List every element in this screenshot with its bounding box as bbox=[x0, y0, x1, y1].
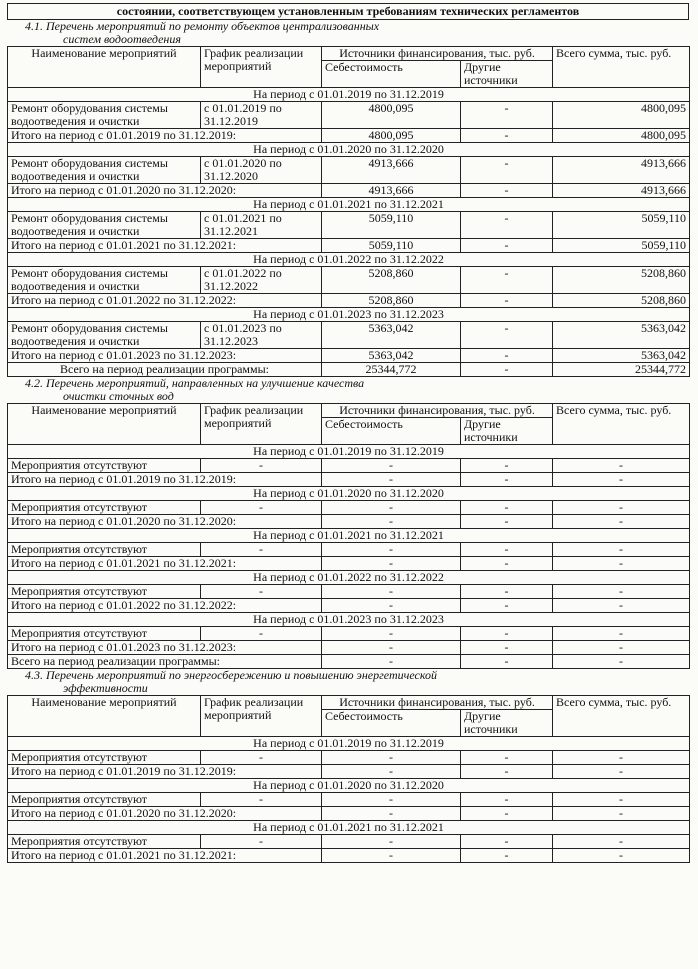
col-header-total: Всего сумма, тыс. руб. bbox=[553, 404, 690, 445]
period-row bbox=[8, 143, 690, 157]
measure-name: Мероприятия отсутствуют bbox=[8, 751, 201, 765]
period-row bbox=[8, 821, 690, 835]
measure-name: Ремонт оборудования системы водоотведения и очистки bbox=[8, 267, 201, 294]
subtotal-other: - bbox=[461, 294, 553, 308]
measure-cost: 4800,095 bbox=[322, 102, 461, 129]
subtotal-label: Итого на период с 01.01.2019 по 31.12.2019: bbox=[8, 765, 322, 779]
measure-total: - bbox=[553, 751, 690, 765]
subtotal-total: 4800,095 bbox=[553, 129, 690, 143]
subtotal-label: Итого на период с 01.01.2019 по 31.12.2019: bbox=[8, 129, 322, 143]
subtotal-cost: 5363,042 bbox=[322, 349, 461, 363]
measure-cost: - bbox=[322, 793, 461, 807]
measure-schedule: с 01.01.2023 по 31.12.2023 bbox=[201, 322, 322, 349]
subtotal-other: - bbox=[461, 849, 553, 863]
table-row bbox=[8, 543, 690, 557]
grand-total-total: - bbox=[553, 655, 690, 669]
measure-schedule: - bbox=[201, 835, 322, 849]
table-header-row bbox=[8, 696, 690, 710]
measure-schedule: - bbox=[201, 459, 322, 473]
measure-other: - bbox=[461, 835, 553, 849]
subtotal-total: - bbox=[553, 515, 690, 529]
measure-cost: 5363,042 bbox=[322, 322, 461, 349]
measure-schedule: - bbox=[201, 793, 322, 807]
period-row bbox=[8, 487, 690, 501]
measure-cost: 5059,110 bbox=[322, 212, 461, 239]
col-header-financing: Источники финансирования, тыс. руб. bbox=[322, 696, 553, 710]
measure-cost: - bbox=[322, 751, 461, 765]
period-row bbox=[8, 529, 690, 543]
measure-other: - bbox=[461, 459, 553, 473]
table-row bbox=[8, 835, 690, 849]
measure-cost: - bbox=[322, 585, 461, 599]
measure-other: - bbox=[461, 102, 553, 129]
subtotal-cost: - bbox=[322, 473, 461, 487]
subtotal-row bbox=[8, 807, 690, 821]
grand-total-cost: - bbox=[322, 655, 461, 669]
measure-total: - bbox=[553, 835, 690, 849]
subtotal-total: 5363,042 bbox=[553, 349, 690, 363]
measure-cost: - bbox=[322, 543, 461, 557]
measure-total: 4800,095 bbox=[553, 102, 690, 129]
section-4-2-caption-line1: 4.2. Перечень мероприятий, направленных на улучшение качества bbox=[25, 376, 365, 390]
col-header-financing: Источники финансирования, тыс. руб. bbox=[322, 47, 553, 61]
measure-other: - bbox=[461, 543, 553, 557]
subtotal-row bbox=[8, 557, 690, 571]
measure-other: - bbox=[461, 501, 553, 515]
measure-other: - bbox=[461, 585, 553, 599]
subtotal-row bbox=[8, 515, 690, 529]
period-row bbox=[8, 571, 690, 585]
subtotal-label: Итого на период с 01.01.2023 по 31.12.2023: bbox=[8, 349, 322, 363]
subtotal-row bbox=[8, 849, 690, 863]
measure-cost: - bbox=[322, 459, 461, 473]
subtotal-total: - bbox=[553, 557, 690, 571]
subtotal-label: Итого на период с 01.01.2021 по 31.12.2021: bbox=[8, 239, 322, 253]
table-row bbox=[8, 627, 690, 641]
period-label: На период с 01.01.2022 по 31.12.2022 bbox=[8, 253, 690, 267]
measure-other: - bbox=[461, 322, 553, 349]
measure-name: Ремонт оборудования системы водоотведения и очистки bbox=[8, 102, 201, 129]
period-row bbox=[8, 253, 690, 267]
table-row bbox=[8, 157, 690, 184]
section-4-1-caption-line1: 4.1. Перечень мероприятий по ремонту объектов централизованных bbox=[25, 19, 380, 33]
section-4-2-caption-line2: очистки сточных вод bbox=[63, 389, 174, 403]
period-label: На период с 01.01.2021 по 31.12.2021 bbox=[8, 198, 690, 212]
subtotal-label: Итого на период с 01.01.2020 по 31.12.2020: bbox=[8, 515, 322, 529]
period-label: На период с 01.01.2020 по 31.12.2020 bbox=[8, 487, 690, 501]
section-4-3-caption-line2: эффективности bbox=[63, 681, 148, 695]
measure-total: 4913,666 bbox=[553, 157, 690, 184]
measure-total: - bbox=[553, 459, 690, 473]
subtotal-row bbox=[8, 765, 690, 779]
subtotal-total: 5208,860 bbox=[553, 294, 690, 308]
measure-name: Мероприятия отсутствуют bbox=[8, 501, 201, 515]
subtotal-row bbox=[8, 129, 690, 143]
grand-total-row bbox=[8, 655, 690, 669]
subtotal-total: - bbox=[553, 849, 690, 863]
subtotal-cost: - bbox=[322, 765, 461, 779]
col-header-other: Другие источники bbox=[461, 418, 553, 445]
period-row bbox=[8, 308, 690, 322]
subtotal-total: - bbox=[553, 473, 690, 487]
section-4-1-caption-line2: систем водоотведения bbox=[63, 32, 181, 46]
measure-cost: 4913,666 bbox=[322, 157, 461, 184]
period-label: На период с 01.01.2022 по 31.12.2022 bbox=[8, 571, 690, 585]
period-label: На период с 01.01.2020 по 31.12.2020 bbox=[8, 779, 690, 793]
measure-name: Мероприятия отсутствуют bbox=[8, 793, 201, 807]
measure-other: - bbox=[461, 751, 553, 765]
measure-schedule: - bbox=[201, 501, 322, 515]
period-row bbox=[8, 198, 690, 212]
col-header-schedule: График реализации мероприятий bbox=[201, 696, 322, 737]
subtotal-other: - bbox=[461, 239, 553, 253]
subtotal-cost: 5208,860 bbox=[322, 294, 461, 308]
table-header-row bbox=[8, 404, 690, 418]
subtotal-label: Итого на период с 01.01.2021 по 31.12.2021: bbox=[8, 557, 322, 571]
period-label: На период с 01.01.2021 по 31.12.2021 bbox=[8, 529, 690, 543]
subtotal-other: - bbox=[461, 184, 553, 198]
measure-total: - bbox=[553, 501, 690, 515]
measure-total: 5208,860 bbox=[553, 267, 690, 294]
measure-schedule: с 01.01.2022 по 31.12.2022 bbox=[201, 267, 322, 294]
measure-total: 5363,042 bbox=[553, 322, 690, 349]
col-header-schedule: График реализации мероприятий bbox=[201, 47, 322, 88]
grand-total-other: - bbox=[461, 655, 553, 669]
measure-name: Мероприятия отсутствуют bbox=[8, 835, 201, 849]
subtotal-other: - bbox=[461, 515, 553, 529]
col-header-name: Наименование мероприятий bbox=[8, 47, 201, 88]
measure-total: - bbox=[553, 585, 690, 599]
table-row bbox=[8, 322, 690, 349]
grand-total-total: 25344,772 bbox=[553, 363, 690, 377]
subtotal-other: - bbox=[461, 349, 553, 363]
subtotal-other: - bbox=[461, 807, 553, 821]
subtotal-row bbox=[8, 473, 690, 487]
measure-name: Мероприятия отсутствуют bbox=[8, 543, 201, 557]
period-row bbox=[8, 88, 690, 102]
col-header-financing: Источники финансирования, тыс. руб. bbox=[322, 404, 553, 418]
subtotal-cost: 5059,110 bbox=[322, 239, 461, 253]
measure-other: - bbox=[461, 157, 553, 184]
measure-total: - bbox=[553, 793, 690, 807]
measure-name: Мероприятия отсутствуют bbox=[8, 585, 201, 599]
col-header-name: Наименование мероприятий bbox=[8, 696, 201, 737]
col-header-cost: Себестоимость bbox=[322, 710, 461, 737]
measure-name: Ремонт оборудования системы водоотведения и очистки bbox=[8, 157, 201, 184]
period-label: На период с 01.01.2023 по 31.12.2023 bbox=[8, 308, 690, 322]
subtotal-label: Итого на период с 01.01.2022 по 31.12.2022: bbox=[8, 294, 322, 308]
subtotal-total: 4913,666 bbox=[553, 184, 690, 198]
col-header-cost: Себестоимость bbox=[322, 61, 461, 88]
period-row bbox=[8, 737, 690, 751]
table-row bbox=[8, 212, 690, 239]
period-label: На период с 01.01.2021 по 31.12.2021 bbox=[8, 821, 690, 835]
subtotal-cost: - bbox=[322, 807, 461, 821]
subtotal-label: Итого на период с 01.01.2023 по 31.12.2023: bbox=[8, 641, 322, 655]
period-label: На период с 01.01.2019 по 31.12.2019 bbox=[8, 88, 690, 102]
grand-total-label: Всего на период реализации программы: bbox=[8, 655, 322, 669]
measure-schedule: с 01.01.2021 по 31.12.2021 bbox=[201, 212, 322, 239]
subtotal-other: - bbox=[461, 599, 553, 613]
table-row bbox=[8, 751, 690, 765]
measure-total: - bbox=[553, 543, 690, 557]
measure-cost: - bbox=[322, 501, 461, 515]
subtotal-label: Итого на период с 01.01.2022 по 31.12.2022: bbox=[8, 599, 322, 613]
col-header-total: Всего сумма, тыс. руб. bbox=[553, 696, 690, 737]
subtotal-total: - bbox=[553, 807, 690, 821]
table-row bbox=[8, 102, 690, 129]
document-page bbox=[3, 3, 693, 863]
measure-schedule: с 01.01.2020 по 31.12.2020 bbox=[201, 157, 322, 184]
subtotal-row bbox=[8, 294, 690, 308]
table-row bbox=[8, 267, 690, 294]
subtotal-other: - bbox=[461, 129, 553, 143]
period-row bbox=[8, 613, 690, 627]
subtotal-row bbox=[8, 641, 690, 655]
measure-total: 5059,110 bbox=[553, 212, 690, 239]
subtotal-cost: - bbox=[322, 849, 461, 863]
section-4-3-caption-line1: 4.3. Перечень мероприятий по энергосбережению и повышению энергетической bbox=[25, 668, 438, 682]
table-row bbox=[8, 459, 690, 473]
subtotal-total: - bbox=[553, 599, 690, 613]
col-header-schedule: График реализации мероприятий bbox=[201, 404, 322, 445]
grand-total-row bbox=[8, 363, 690, 377]
subtotal-cost: - bbox=[322, 515, 461, 529]
measure-schedule: - bbox=[201, 585, 322, 599]
measure-cost: 5208,860 bbox=[322, 267, 461, 294]
col-header-other: Другие источники bbox=[461, 710, 553, 737]
header-line: состоянии, соответствующем установленным требованиям технических регламентов bbox=[7, 3, 689, 20]
measure-schedule: - bbox=[201, 627, 322, 641]
subtotal-total: - bbox=[553, 641, 690, 655]
subtotal-row bbox=[8, 184, 690, 198]
subtotal-total: - bbox=[553, 765, 690, 779]
measure-schedule: с 01.01.2019 по 31.12.2019 bbox=[201, 102, 322, 129]
measure-schedule: - bbox=[201, 751, 322, 765]
measure-total: - bbox=[553, 627, 690, 641]
subtotal-row bbox=[8, 349, 690, 363]
subtotal-cost: - bbox=[322, 641, 461, 655]
measure-other: - bbox=[461, 267, 553, 294]
col-header-name: Наименование мероприятий bbox=[8, 404, 201, 445]
period-label: На период с 01.01.2020 по 31.12.2020 bbox=[8, 143, 690, 157]
subtotal-total: 5059,110 bbox=[553, 239, 690, 253]
subtotal-cost: 4913,666 bbox=[322, 184, 461, 198]
measure-cost: - bbox=[322, 627, 461, 641]
grand-total-cost: 25344,772 bbox=[322, 363, 461, 377]
subtotal-label: Итого на период с 01.01.2021 по 31.12.2021: bbox=[8, 849, 322, 863]
col-header-cost: Себестоимость bbox=[322, 418, 461, 445]
measure-other: - bbox=[461, 212, 553, 239]
section-4-2-table bbox=[7, 403, 690, 669]
table-row bbox=[8, 501, 690, 515]
period-label: На период с 01.01.2019 по 31.12.2019 bbox=[8, 737, 690, 751]
subtotal-cost: - bbox=[322, 599, 461, 613]
subtotal-label: Итого на период с 01.01.2020 по 31.12.2020: bbox=[8, 184, 322, 198]
measure-name: Ремонт оборудования системы водоотведения и очистки bbox=[8, 212, 201, 239]
table-header-row bbox=[8, 47, 690, 61]
subtotal-other: - bbox=[461, 641, 553, 655]
table-row bbox=[8, 585, 690, 599]
grand-total-other: - bbox=[461, 363, 553, 377]
subtotal-row bbox=[8, 239, 690, 253]
subtotal-other: - bbox=[461, 765, 553, 779]
period-label: На период с 01.01.2023 по 31.12.2023 bbox=[8, 613, 690, 627]
measure-name: Ремонт оборудования системы водоотведения и очистки bbox=[8, 322, 201, 349]
grand-total-label: Всего на период реализации программы: bbox=[8, 363, 322, 377]
table-row bbox=[8, 793, 690, 807]
col-header-total: Всего сумма, тыс. руб. bbox=[553, 47, 690, 88]
measure-name: Мероприятия отсутствуют bbox=[8, 459, 201, 473]
subtotal-row bbox=[8, 599, 690, 613]
subtotal-other: - bbox=[461, 473, 553, 487]
section-4-1-table bbox=[7, 46, 690, 377]
subtotal-label: Итого на период с 01.01.2020 по 31.12.2020: bbox=[8, 807, 322, 821]
measure-name: Мероприятия отсутствуют bbox=[8, 627, 201, 641]
col-header-other: Другие источники bbox=[461, 61, 553, 88]
measure-other: - bbox=[461, 793, 553, 807]
measure-schedule: - bbox=[201, 543, 322, 557]
subtotal-label: Итого на период с 01.01.2019 по 31.12.2019: bbox=[8, 473, 322, 487]
period-row bbox=[8, 779, 690, 793]
subtotal-other: - bbox=[461, 557, 553, 571]
section-4-3-table bbox=[7, 695, 690, 863]
period-label: На период с 01.01.2019 по 31.12.2019 bbox=[8, 445, 690, 459]
subtotal-cost: 4800,095 bbox=[322, 129, 461, 143]
subtotal-cost: - bbox=[322, 557, 461, 571]
measure-cost: - bbox=[322, 835, 461, 849]
measure-other: - bbox=[461, 627, 553, 641]
period-row bbox=[8, 445, 690, 459]
